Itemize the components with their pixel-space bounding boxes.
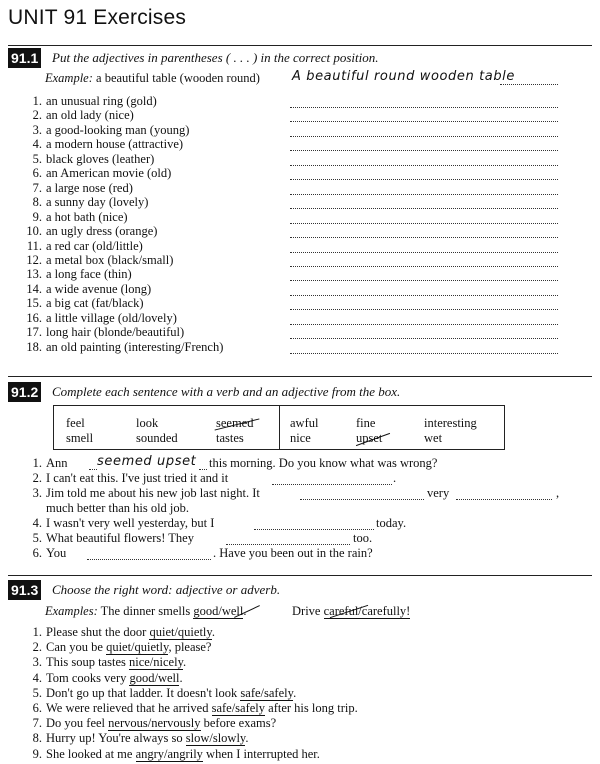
list-item: 8. Hurry up! You're always so slow/slowly. — [32, 731, 249, 746]
list-item: 2. Can you be quiet/quietly, please? — [32, 640, 212, 655]
example-text: a beautiful table (wooden round) — [96, 71, 260, 85]
answer-blank — [272, 484, 392, 485]
list-item: 2. an old lady (nice) — [32, 108, 134, 123]
answer-blank — [300, 499, 424, 500]
answer-blank[interactable] — [290, 353, 558, 354]
sentence-6-end: . Have you been out in the rain? — [213, 546, 373, 560]
list-item: 12. a metal box (black/small) — [26, 252, 174, 267]
list-item: 1. an unusual ring (gold) — [32, 94, 157, 108]
box-word-tastes: tastes — [216, 431, 244, 445]
box-word-upset: upset — [356, 431, 383, 445]
answer-blank[interactable] — [290, 237, 558, 238]
word-choice[interactable]: good/well — [129, 670, 180, 685]
box-word-interesting: interesting — [424, 416, 477, 430]
list-item: 3. This soup tastes nice/nicely. — [32, 655, 187, 670]
word-choice[interactable]: safe/safely — [211, 701, 266, 715]
instruction-91-3: Choose the right word: adjective or adverb. — [52, 582, 281, 597]
list-item: 6. an American movie (old) — [32, 166, 172, 181]
list-item: 9. She looked at me angry/angrily when I interrupted her. — [32, 746, 320, 761]
box-word-feel: feel — [66, 416, 85, 430]
box-word-sounded: sounded — [136, 431, 178, 445]
word-choice[interactable]: angry/angrily — [135, 746, 203, 761]
answer-blank — [87, 559, 211, 560]
box-word-nice: nice — [290, 431, 311, 445]
section-rule — [8, 45, 592, 46]
word-choice[interactable]: nice/nicely — [128, 655, 184, 670]
word-choice[interactable]: quiet/quietly — [106, 640, 169, 655]
example-choice: good/well — [193, 604, 244, 618]
box-word-seemed: seemed — [216, 416, 254, 430]
word-choice[interactable]: quiet/quietly — [149, 625, 212, 639]
answer-blank[interactable] — [290, 150, 558, 151]
sentence-1-answer: seemed upset — [97, 454, 197, 469]
example-answer: A beautiful round wooden table — [292, 69, 515, 84]
sentence-6: 6. You — [32, 546, 67, 560]
example-91-1 — [45, 71, 260, 86]
list-item: 8. a sunny day (lovely) — [32, 195, 149, 210]
box-word-fine: fine — [356, 416, 376, 430]
list-item: 18. an old painting (interesting/French) — [26, 339, 224, 354]
answer-dots — [199, 469, 207, 470]
list-item: 14. a wide avenue (long) — [26, 281, 152, 296]
sentence-3-cont: much better than his old job. — [46, 501, 190, 515]
list-item: 1. Please shut the door quiet/quietly. — [32, 625, 215, 639]
answer-blank[interactable] — [290, 252, 558, 253]
list-item: 11. a red car (old/little) — [26, 238, 143, 253]
answer-blank — [456, 499, 552, 500]
sentence-1-end: this morning. Do you know what was wrong? — [209, 456, 438, 470]
answer-blank[interactable] — [290, 136, 558, 137]
example-label: Example: — [45, 71, 93, 85]
example-choice: careful/carefully! — [323, 604, 411, 618]
example-2: Drive careful/carefully! — [292, 604, 411, 618]
answer-blank — [226, 544, 350, 545]
word-choice[interactable]: safe/safely — [240, 685, 294, 700]
answer-blank[interactable] — [290, 266, 558, 267]
answer-blank[interactable] — [290, 121, 558, 122]
answer-blank[interactable] — [290, 208, 558, 209]
answer-blank[interactable] — [290, 223, 558, 224]
list-item: 13. a long face (thin) — [26, 267, 132, 282]
answer-dots — [89, 469, 97, 470]
answer-blank[interactable] — [290, 194, 558, 195]
list-item: 4. Tom cooks very good/well. — [32, 670, 183, 685]
section-number-91-1: 91.1 — [8, 48, 41, 68]
list-item: 3. a good-looking man (young) — [32, 122, 190, 137]
answer-blank[interactable] — [290, 107, 558, 108]
answer-dots — [500, 84, 558, 85]
answer-blank[interactable] — [290, 295, 558, 296]
answer-blank[interactable] — [290, 280, 558, 281]
list-item: 5. Don't go up that ladder. It doesn't look safe/safely. — [32, 685, 297, 700]
answer-blank[interactable] — [290, 324, 558, 325]
list-item: 7. a large nose (red) — [32, 180, 133, 195]
answer-blank[interactable] — [290, 338, 558, 339]
sentence-3-comma: , — [556, 486, 560, 500]
instruction-91-1: Put the adjectives in parentheses ( . . . ) in the correct position. — [52, 50, 379, 65]
instruction-91-2: Complete each sentence with a verb and an adjective from the box. — [52, 384, 401, 399]
box-word-smell: smell — [66, 431, 94, 445]
section-number-91-2: 91.2 — [8, 382, 41, 402]
answer-blank[interactable] — [290, 309, 558, 310]
sentence-4: 4. I wasn't very well yesterday, but I — [32, 516, 215, 530]
examples-91-3: Examples: The dinner smells good/well. — [45, 604, 247, 618]
sentence-3: 3. Jim told me about his new job last night. It — [32, 486, 260, 500]
list-item: 6. We were relieved that he arrived safe/safely after his long trip. — [32, 701, 358, 715]
list-item: 4. a modern house (attractive) — [32, 137, 184, 152]
answer-blank — [254, 529, 374, 530]
sentence-4-end: today. — [376, 516, 407, 530]
sentence-1: 1. Ann — [32, 456, 68, 470]
section-rule — [8, 376, 592, 377]
unit-title: UNIT 91 Exercises — [8, 6, 187, 29]
word-choice[interactable]: slow/slowly — [185, 731, 246, 746]
answer-blank[interactable] — [290, 165, 558, 166]
section-rule — [8, 575, 592, 576]
answer-blank[interactable] — [290, 179, 558, 180]
word-choice[interactable]: nervous/nervously — [108, 716, 201, 731]
sentence-5: 5. What beautiful flowers! They — [32, 531, 194, 545]
list-item: 5. black gloves (leather) — [32, 151, 155, 166]
sentence-2: 2. I can't eat this. I've just tried it and it — [32, 471, 229, 485]
box-word-awful: awful — [290, 416, 319, 430]
list-item: 7. Do you feel nervous/nervously before exams? — [32, 716, 277, 731]
box-word-look: look — [136, 416, 159, 430]
list-item: 10. an ugly dress (orange) — [26, 224, 158, 239]
section-number-91-3: 91.3 — [8, 580, 41, 600]
list-item: 9. a hot bath (nice) — [32, 209, 128, 224]
list-item: 17. long hair (blonde/beautiful) — [26, 325, 185, 340]
box-word-wet: wet — [424, 431, 443, 445]
sentence-5-end: too. — [353, 531, 373, 545]
sentence-3-mid: very — [427, 486, 450, 500]
word-box-divider — [279, 405, 280, 449]
list-item: 15. a big cat (fat/black) — [26, 296, 144, 311]
list-item: 16. a little village (old/lovely) — [26, 310, 177, 325]
